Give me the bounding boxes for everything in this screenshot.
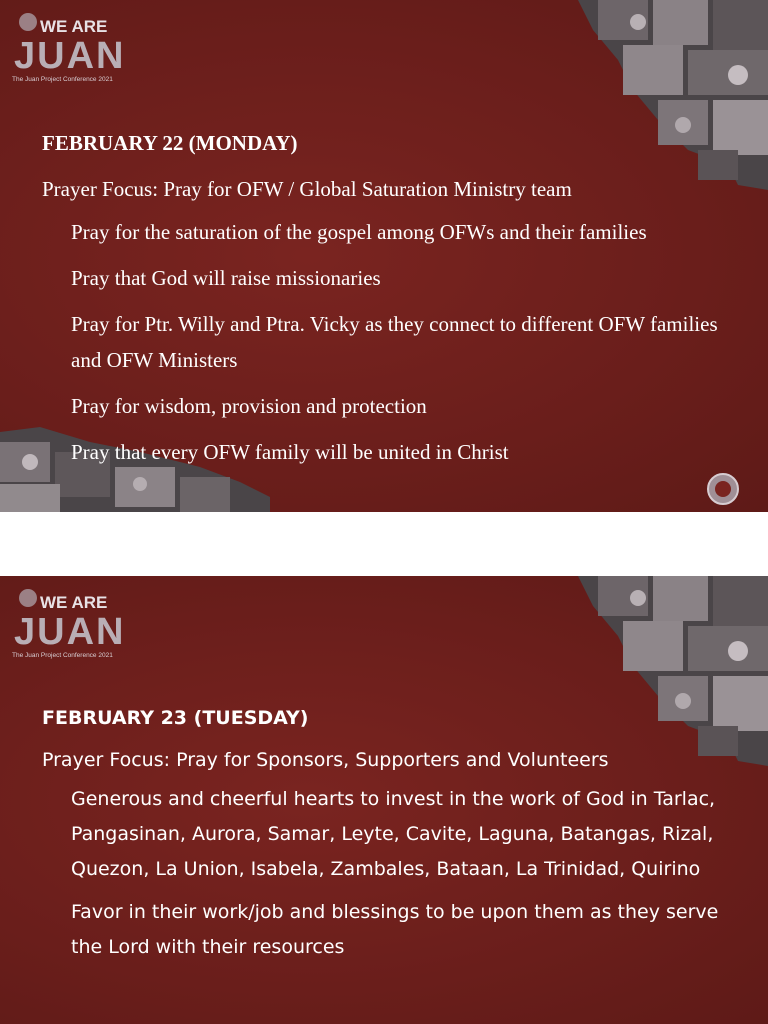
list-item-text: Pray that every OFW family will be united in Christ (71, 440, 509, 464)
logo-main-text: JUAN (14, 35, 126, 77)
slide-content (42, 704, 732, 965)
logo-we-are-juan (10, 584, 146, 662)
list-item (42, 388, 732, 424)
logo-top-text: WE ARE (40, 17, 108, 36)
list-item (42, 306, 732, 378)
list-item-text: Pray for wisdom, provision and protection (71, 394, 427, 418)
list-item (42, 782, 732, 887)
date-heading: FEBRUARY 23 (TUESDAY) (42, 707, 309, 729)
list-item (42, 434, 732, 470)
list-item-text: Favor in their work/job and blessings to be upon them as they serve the Lord with their resources (71, 901, 719, 958)
list-item (42, 260, 732, 296)
logo-sub-text: The Juan Project Conference 2021 (12, 652, 113, 659)
prayer-focus: Prayer Focus: Pray for Sponsors, Supporters and Volunteers (42, 749, 609, 771)
date-heading: FEBRUARY 22 (MONDAY) (42, 131, 298, 155)
list-item (42, 895, 732, 965)
list-item-text: Pray for the saturation of the gospel among OFWs and their families (71, 220, 647, 244)
list-item (42, 214, 732, 250)
prayer-list (42, 782, 732, 965)
logo-main-text: JUAN (14, 611, 126, 653)
prayer-list (42, 214, 732, 470)
logo-we-are-juan (10, 8, 146, 86)
list-item-text: Pray that God will raise missionaries (71, 266, 381, 290)
list-item-text: Generous and cheerful hearts to invest in the work of God in Tarlac, Pangasinan, Aurora, Samar, Leyte, Cavite, Laguna, Batangas, Rizal, Quezon, La Union, Isabela, Zambales, Bataan, La Trinidad, Quirino (71, 788, 716, 880)
seal-icon (706, 472, 740, 506)
slide-gap (0, 512, 768, 576)
list-item-text: Pray for Ptr. Willy and Ptra. Vicky as they connect to different OFW families and OFW Ministers (71, 312, 718, 372)
slide-content (42, 128, 732, 470)
slide-feb-23 (0, 576, 768, 1024)
logo-top-text: WE ARE (40, 593, 108, 612)
prayer-focus: Prayer Focus: Pray for OFW / Global Saturation Ministry team (42, 177, 572, 201)
logo-sub-text: The Juan Project Conference 2021 (12, 76, 113, 83)
